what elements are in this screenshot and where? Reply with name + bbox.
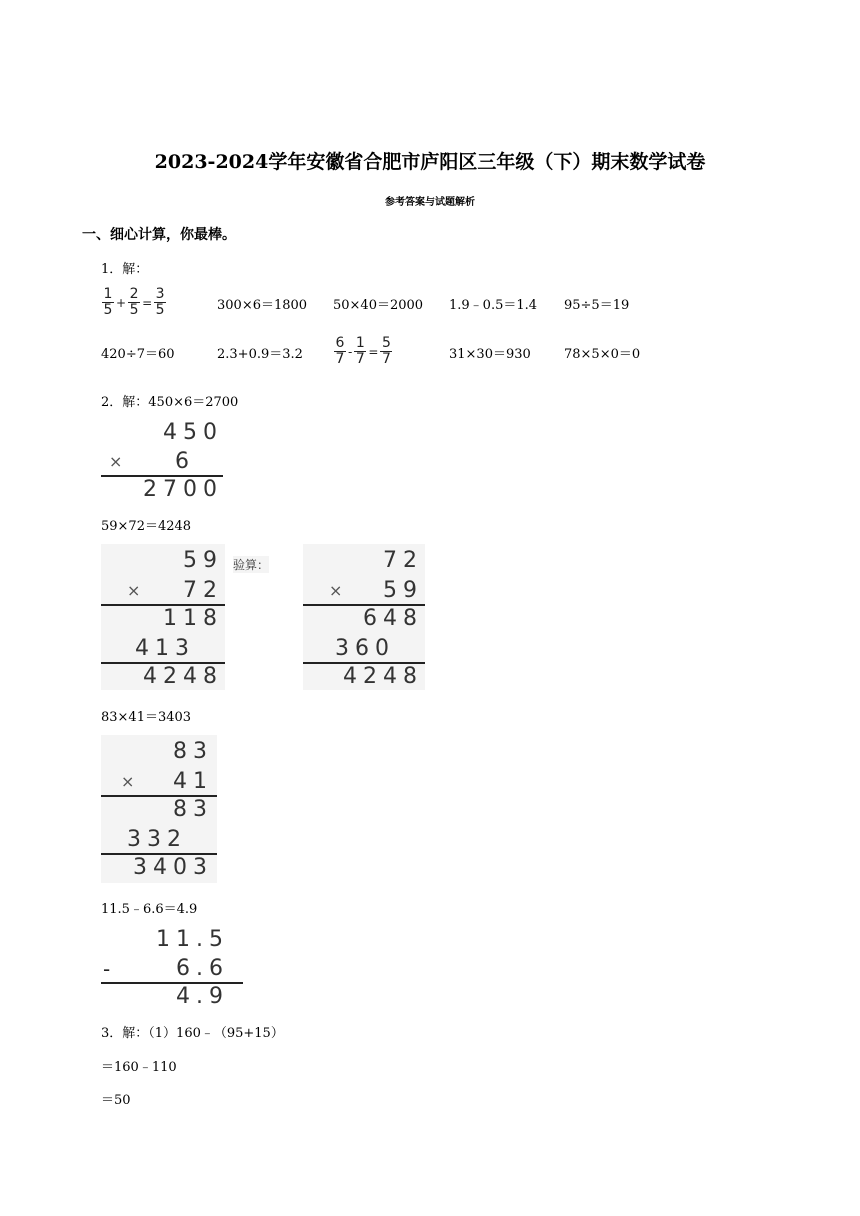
multiply-sign: × [109,452,123,471]
answer-item: 300×6＝1800 [217,298,308,313]
q1-label: 1．解： [101,262,149,277]
fraction-expression-1 [101,287,167,318]
calc-result: 3403 [133,855,213,880]
multiplier: 72 [183,578,223,603]
equals-sign: = [142,295,153,310]
subtrahend: 6.6 [176,956,229,981]
vertical-calculation-check [303,544,425,690]
check-label: 验算： [233,558,270,572]
equation-label: 83×41＝3403 [101,710,192,725]
answer-item: 95÷5＝19 [564,298,630,313]
vertical-calculation [101,544,225,690]
fraction-denominator: 7 [381,351,391,367]
q3-label: 3．解：（1）160﹣（95+15） [101,1026,284,1041]
minus-sign: - [103,957,111,981]
vertical-calculation [101,925,243,1011]
answer-item: 1.9﹣0.5＝1.4 [449,298,538,313]
answer-item: 420÷7＝60 [101,347,175,362]
partial-product: 648 [363,606,423,631]
calc-result: 2700 [143,477,223,502]
partial-product: 83 [173,797,213,822]
fraction-numerator: 5 [381,335,391,351]
section-heading: 一、细心计算，你最棒。 [82,227,236,243]
multiplicand: 83 [173,739,213,764]
answer-item: 78×5×0＝0 [564,347,641,362]
vertical-calculation [101,418,223,504]
multiplier: 41 [173,769,213,794]
fraction-denominator: 5 [103,302,113,318]
partial-product: 118 [163,606,223,631]
minuend: 11.5 [156,927,229,952]
solution-step: ＝50 [101,1093,131,1108]
fraction-denominator: 7 [355,351,365,367]
fraction-numerator: 1 [355,335,365,351]
multiplicand: 59 [183,548,223,573]
equals-sign: = [368,344,379,359]
fraction-denominator: 5 [129,302,139,318]
q2-label: 2．解：450×6＝2700 [101,395,239,410]
calc-result: 4.9 [176,984,229,1009]
fraction-denominator: 5 [155,302,165,318]
operator: - [348,344,353,359]
multiplier: 6 [175,449,195,474]
partial-product: 413 [135,636,195,661]
multiply-sign: × [121,772,135,791]
partial-product: 332 [127,827,187,852]
multiply-sign: × [329,581,343,600]
fraction-numerator: 3 [155,286,165,302]
fraction-numerator: 6 [335,335,345,351]
answer-item: 50×40＝2000 [333,298,424,313]
fraction-numerator: 2 [129,286,139,302]
partial-product: 360 [335,636,395,661]
answer-item: 2.3+0.9＝3.2 [217,347,303,362]
fraction-expression-2 [333,336,393,367]
fraction-numerator: 1 [103,286,113,302]
equation-label: 11.5﹣6.6＝4.9 [101,902,198,917]
answer-item: 31×30＝930 [449,347,531,362]
operator: + [116,295,127,310]
vertical-calculation [101,735,217,883]
equation-label: 59×72＝4248 [101,519,192,534]
multiplier: 59 [383,578,423,603]
multiply-sign: × [127,581,141,600]
page-title: 2023-2024学年安徽省合肥市庐阳区三年级（下）期末数学试卷 [154,151,706,173]
calc-result: 4248 [143,664,223,689]
solution-step: ＝160﹣110 [101,1060,177,1075]
fraction-denominator: 7 [335,351,345,367]
multiplicand: 72 [383,548,423,573]
multiplicand: 450 [163,420,223,445]
page-subtitle: 参考答案与试题解析 [385,197,475,208]
calc-result: 4248 [343,664,423,689]
